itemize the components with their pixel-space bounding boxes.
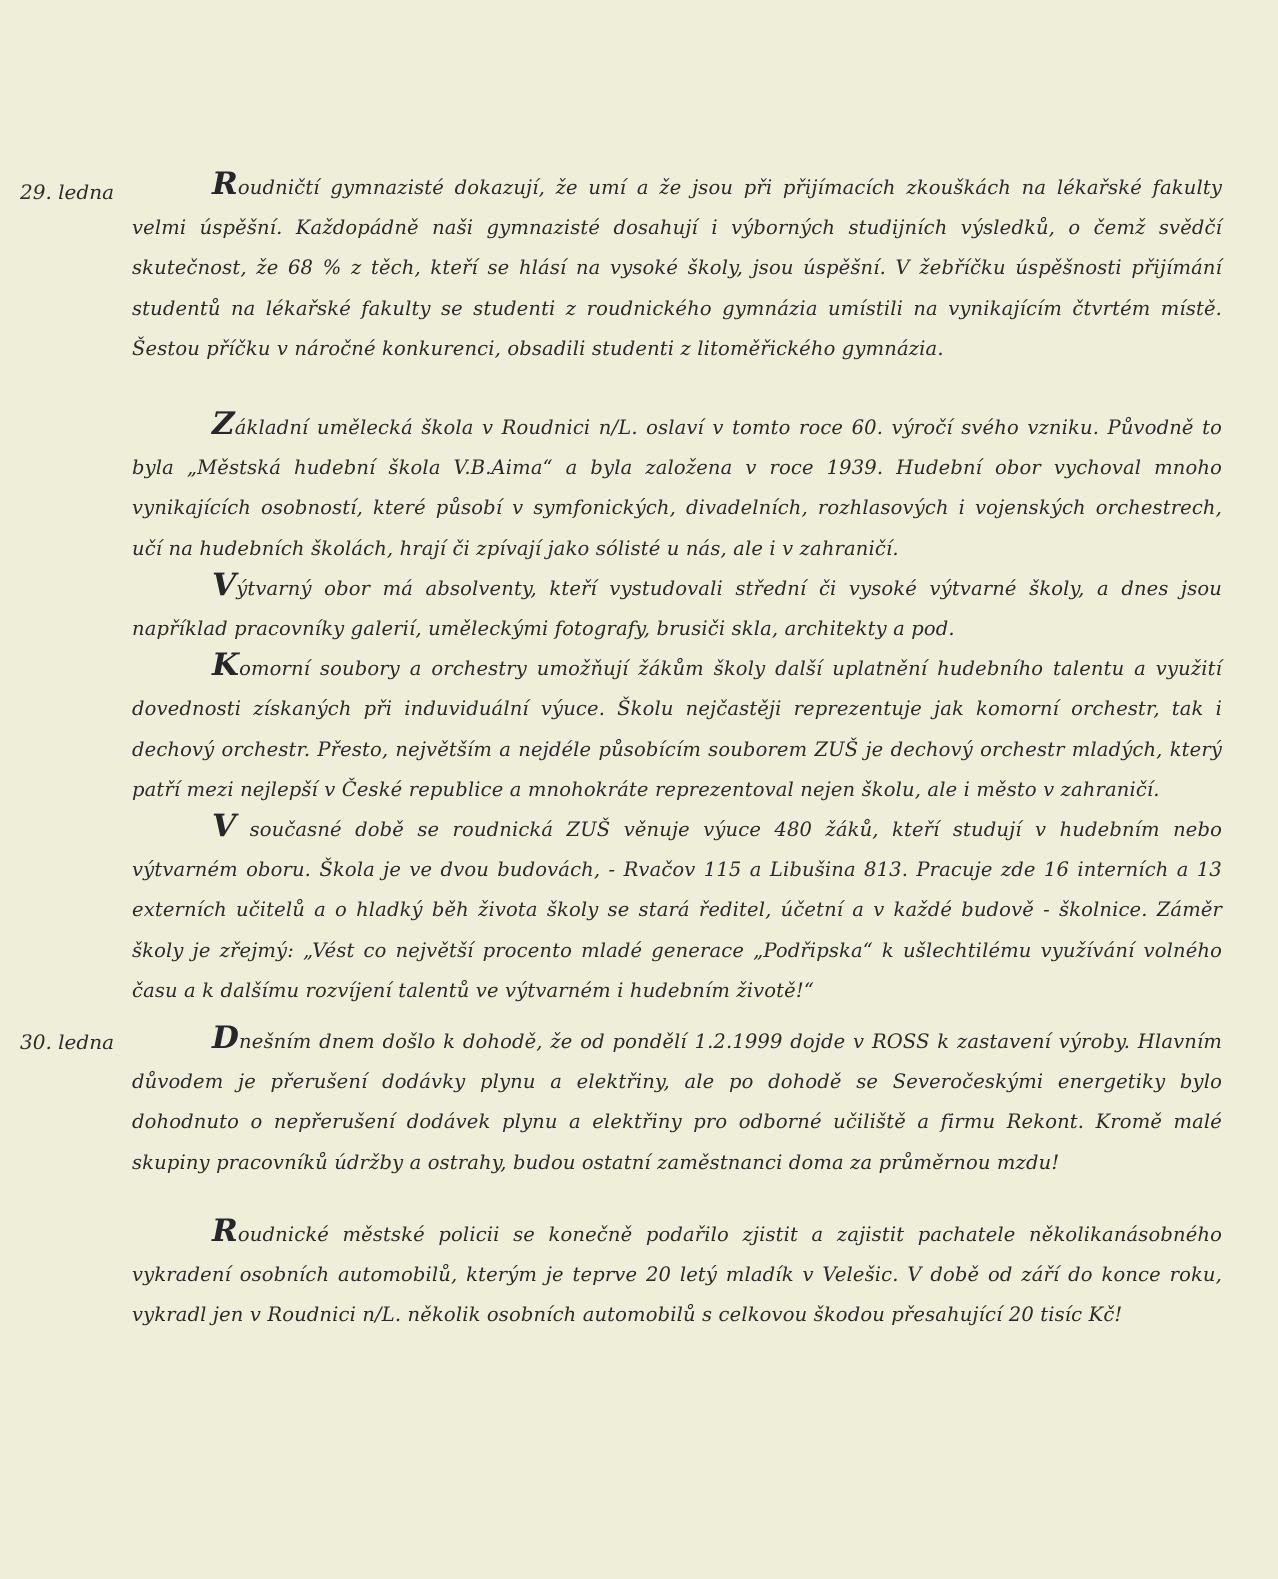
initial-letter: V [212,808,237,845]
paragraph-text: oudničtí gymnazisté dokazují, že umí a že jsou při přijímacích zkouškách na lékařské fakulty velmi úspěšní. Každopádně naši gymnazisté dosahují i výborných studijních výsledků, o čemž svědčí skutečnost, že 68 % z těch, kteří se hlásí na vysoké školy, jsou úspěšní. V žebříčku úspěšnosti přijímání studentů na lékařské fakulty se studenti z roudnického gymnázia umístili na vynikajícím čtvrtém místě. Šestou příčku v náročné konkurenci, obsadili studenti z litoměřického gymnázia. [132,176,1222,360]
entry-text-block [132,168,1222,369]
entry-text-block [132,408,1222,1011]
paragraph-text: omorní soubory a orchestry umožňují žákům školy další uplatnění hudebního talentu a využití dovednosti získaných při induviduální výuce. Školu nejčastěji reprezentuje jak komorní orchestr, tak i dechový orchestr. Přesto, největším a nejdéle působícím souborem ZUŠ je dechový orchestr mladých, který patří mezi nejlepší v České republice a mnohokráte reprezentoval nejen školu, ale i město v zahraničí. [132,657,1222,801]
entry-text-block [132,1022,1222,1183]
entry-text-block [132,1215,1222,1336]
paragraph-ross-shutdown [132,1022,1222,1183]
paragraph-text: ýtvarný obor má absolventy, kteří vystudovali střední či vysoké výtvarné školy, a dnes jsou například pracovníky galerií, uměleckými fotografy, brusiči skla, architekty a pod. [132,576,1222,641]
initial-letter: D [212,1020,240,1056]
initial-letter: Z [212,406,235,442]
paragraph-police [132,1215,1222,1336]
paragraph-art-school [132,408,1222,569]
initial-letter: V [212,566,237,603]
paragraph-text: ákladní umělecká škola v Roudnici n/L. oslaví v tomto roce 60. výročí svého vzniku. Původně to byla „Městská hudební škola V.B.Aima“ a byla založena v roce 1939. Hudební obor vychoval mnoho vynikajících osobností, které působí v symfonických, divadelních, rozhlasových i vojenských orchestrech, učí na hudebních školách, hrají či zpívají jako sólisté u nás, ale i v zahraničí. [132,416,1222,560]
paragraph-school-today [132,810,1222,1011]
entry-date: 30. ledna [20,1030,115,1054]
initial-letter: R [212,166,238,202]
initial-letter: R [212,1213,238,1249]
paragraph-chamber-ensembles [132,649,1222,810]
paragraph-gymnasium [132,168,1222,369]
paragraph-text: oudnické městské policii se konečně podařilo zjistit a zajistit pachatele několikanásobného vykradení osobních automobilů, kterým je teprve 20 letý mladík v Velešic. V době od září do konce roku, vykradl jen v Roudnici n/L. několik osobních automobilů s celkovou škodou přesahující 20 tisíc Kč! [132,1223,1222,1327]
initial-letter: K [212,647,240,684]
paragraph-text: současné době se roudnická ZUŠ věnuje výuce 480 žáků, kteří studují v hudebním nebo výtvarném oboru. Škola je ve dvou budovách, - Rvačov 115 a Libušina 813. Pracuje zde 16 interních a 13 externích učitelů a o hladký běh života školy se stará ředitel, účetní a v každé budově - školnice. Záměr školy je zřejmý: „Vést co největší procento mladé generace „Podřipska“ k ušlechtilému využívání volného času a k dalšímu rozvíjení talentů ve výtvarném i hudebním životě!“ [132,818,1222,1002]
paragraph-text: nešním dnem došlo k dohodě, že od pondělí 1.2.1999 dojde v ROSS k zastavení výroby. Hlavním důvodem je přerušení dodávky plynu a elektřiny, ale po dohodě se Severočeskými energetiky bylo dohodnuto o nepřerušení dodávek plynu a elektřiny pro odborné učiliště a firmu Rekont. Kromě malé skupiny pracovníků údržby a ostrahy, budou ostatní zaměstnanci doma za průměrnou mzdu! [132,1030,1222,1174]
paragraph-visual-arts [132,566,1222,649]
entry-date: 29. ledna [20,180,115,204]
